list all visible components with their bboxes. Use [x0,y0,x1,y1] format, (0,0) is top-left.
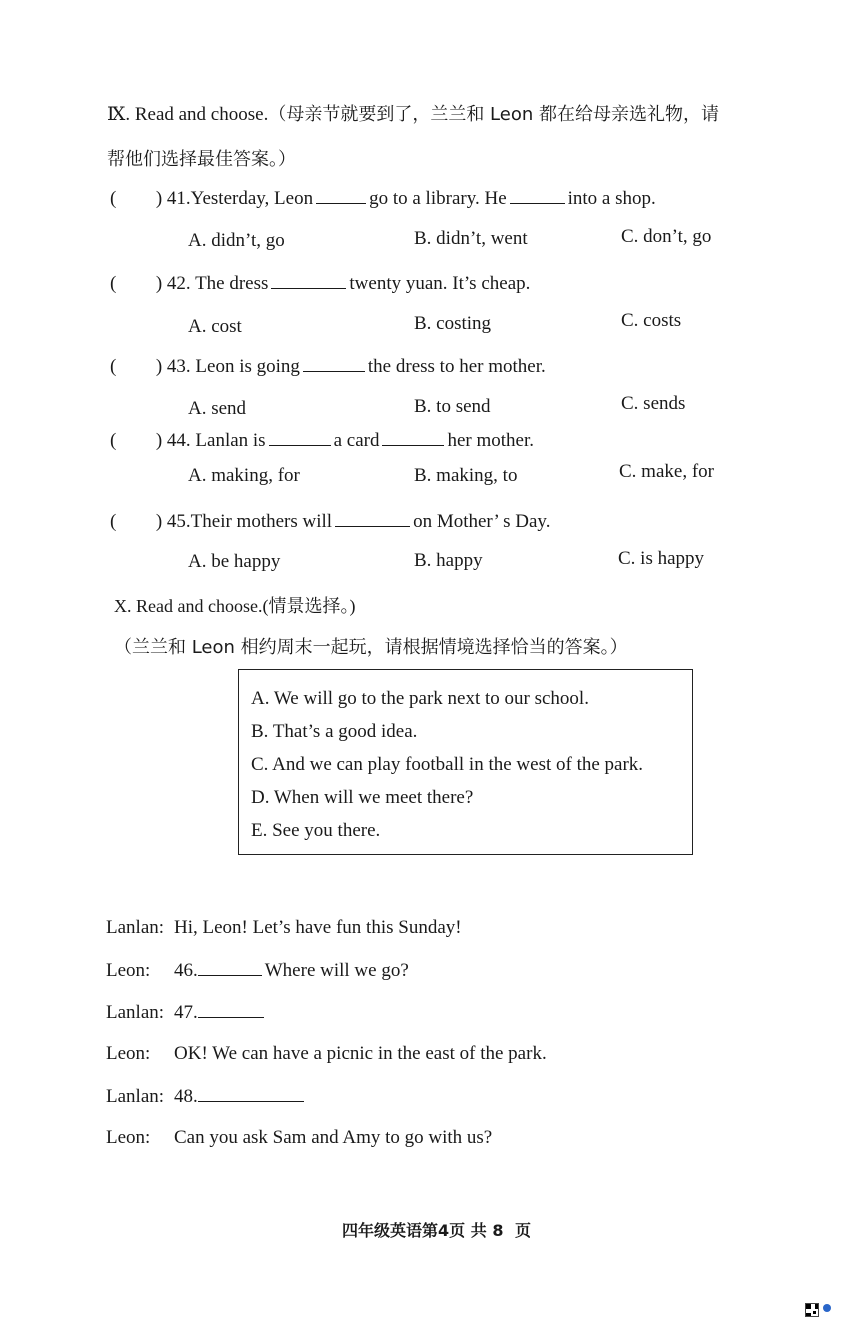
question-text: 41.Yesterday, Leon [166,188,314,209]
answer-paren-close: ) [155,356,163,377]
section-9-instruction: （母亲节就要到了，兰兰和 Leon 都在给母亲选礼物，请 [268,104,719,125]
footer-page-total: 8 [492,1221,504,1240]
option-c: C. sends [621,393,686,414]
answer-blank[interactable] [303,355,365,372]
question-text: a card [333,430,380,451]
answer-paren-open: ( [110,430,117,451]
dialogue-line [106,959,409,982]
option-b: B. didn’t, went [414,228,528,249]
question-text: 43. Leon is going [166,356,300,377]
question-42 [110,272,530,295]
question-text: go to a library. He [369,188,507,209]
answer-blank[interactable] [198,1085,304,1102]
answer-blank[interactable] [198,1001,264,1018]
option-c: C. don’t, go [621,226,712,247]
answer-blank[interactable] [335,510,410,527]
option-b: B. costing [414,313,492,334]
question-text: on Mother’ s Day. [413,511,551,532]
box-option-e: E. See you there. [251,820,381,841]
box-option-a: A. We will go to the park next to our school. [251,688,589,709]
question-41 [110,187,656,210]
answer-paren-open: ( [110,188,117,209]
dialogue-line [106,917,462,939]
speaker: Leon: [106,1127,151,1148]
question-text: 45.Their mothers will [166,511,333,532]
speaker: Lanlan: [106,1002,165,1023]
box-option-c: C. And we can play football in the west of the park. [251,754,644,775]
answer-paren-close: ) [155,273,163,294]
dialogue-line [106,1001,267,1024]
answer-paren-open: ( [110,273,117,294]
dialogue-line [106,1085,307,1108]
question-44 [110,429,534,452]
option-a: A. send [188,398,247,419]
option-a: A. cost [188,316,242,337]
option-c: C. is happy [618,548,705,569]
footer-label-b: 页 共 [449,1221,487,1240]
footer-label-a: 四年级英语第 [342,1221,439,1240]
footer-label-c: 页 [515,1221,532,1240]
dialogue-text: Where will we go? [264,960,409,981]
options-box [238,669,693,855]
answer-blank[interactable] [198,959,262,976]
option-b: B. making, to [414,465,518,486]
answer-paren-open: ( [110,511,117,532]
answer-paren-open: ( [110,356,117,377]
answer-paren-close: ) [155,188,163,209]
option-a: A. be happy [188,551,281,572]
answer-blank[interactable] [271,272,346,289]
question-45 [110,510,550,533]
option-b: B. happy [414,550,483,571]
option-c: C. make, for [619,461,714,482]
answer-blank[interactable] [269,429,331,446]
dialogue-line [106,1127,492,1149]
section-9-heading: Ⅸ. Read and choose. [107,104,269,125]
question-43 [110,355,546,378]
section-9-heading-line [107,100,719,126]
speaker: Lanlan: [106,1086,165,1107]
question-number: 47. [174,1002,198,1023]
question-text: twenty yuan. It’s cheap. [349,273,531,294]
box-option-b: B. That’s a good idea. [251,721,418,742]
dialogue-text: OK! We can have a picnic in the east of the park. [174,1043,547,1064]
section-10-instruction: （兰兰和 Leon 相约周末一起玩，请根据情境选择恰当的答案。） [114,637,628,658]
question-number: 46. [174,960,198,981]
footer-page-num: 4 [438,1221,450,1240]
dialogue-text: Can you ask Sam and Amy to go with us? [174,1127,493,1148]
question-text: 42. The dress [166,273,269,294]
option-a: A. making, for [188,465,300,486]
speaker: Leon: [106,960,151,981]
answer-blank[interactable] [510,187,565,204]
scanner-logo-icon [823,1304,831,1312]
question-text: 44. Lanlan is [166,430,266,451]
question-number: 48. [174,1086,198,1107]
section-9-instruction-line2: 帮他们选择最佳答案。） [107,149,296,170]
speaker: Lanlan: [106,917,165,938]
box-option-d: D. When will we meet there? [251,787,474,808]
dialogue-text: Hi, Leon! Let’s have fun this Sunday! [174,917,462,938]
speaker: Leon: [106,1043,151,1064]
option-b: B. to send [414,396,491,417]
question-text: her mother. [447,430,535,451]
page-footer [342,1218,531,1241]
section-10-heading: X. Read and choose.(情景选择。) [114,596,356,616]
dialogue-line [106,1043,547,1065]
answer-paren-close: ) [155,430,163,451]
qr-code-icon [805,1303,819,1317]
option-c: C. costs [621,310,682,331]
answer-paren-close: ) [155,511,163,532]
question-text: into a shop. [567,188,656,209]
question-text: the dress to her mother. [367,356,546,377]
answer-blank[interactable] [382,429,444,446]
answer-blank[interactable] [316,187,366,204]
option-a: A. didn’t, go [188,230,285,251]
